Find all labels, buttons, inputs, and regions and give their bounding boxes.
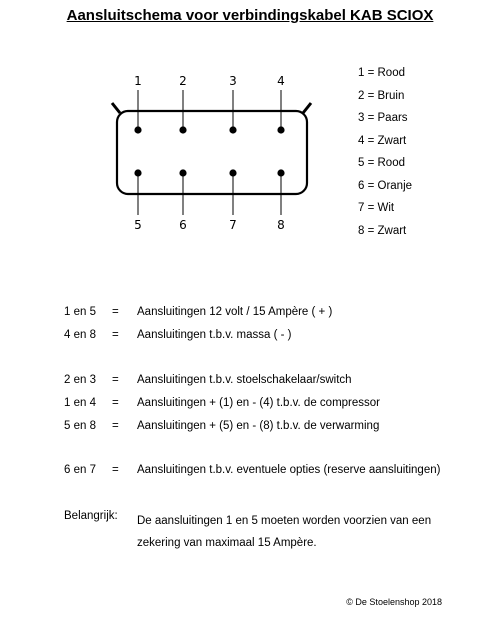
pin-contact xyxy=(229,126,236,133)
equals-sign: = xyxy=(112,464,119,476)
legend-item: 6 = Oranje xyxy=(358,179,413,192)
connector-latch-left xyxy=(112,103,120,113)
connection-row xyxy=(64,372,484,388)
connection-row xyxy=(64,395,484,411)
equals-sign: = xyxy=(112,306,119,318)
pin-number: 6 xyxy=(179,218,187,232)
legend-item: 4 = Zwart xyxy=(358,134,407,147)
connector-body xyxy=(117,111,307,194)
connection-pair: 4 en 8 xyxy=(64,329,96,341)
connection-description: Aansluitingen t.b.v. massa ( - ) xyxy=(137,329,292,341)
connection-pair: 1 en 4 xyxy=(64,397,96,409)
note-text: De aansluitingen 1 en 5 moeten worden voorzien van een zekering van maximaal 15 Ampère. xyxy=(137,515,432,549)
connection-description: Aansluitingen t.b.v. stoelschakelaar/switch xyxy=(137,374,352,386)
connector-latch-right xyxy=(303,103,311,113)
connection-description: Aansluitingen 12 volt / 15 Ampère ( + ) xyxy=(137,306,333,318)
pin-number: 2 xyxy=(179,74,187,88)
note-label: Belangrijk: xyxy=(64,510,118,522)
pin-number: 5 xyxy=(134,218,142,232)
connection-row xyxy=(64,327,484,343)
legend-item: 2 = Bruin xyxy=(358,89,405,102)
pin-number: 3 xyxy=(229,74,237,88)
connection-pair: 5 en 8 xyxy=(64,420,96,432)
connection-pair: 2 en 3 xyxy=(64,374,96,386)
connection-row xyxy=(64,462,484,478)
legend-item: 3 = Paars xyxy=(358,112,408,124)
copyright: © De Stoelenshop 2018 xyxy=(346,597,442,607)
connection-row xyxy=(64,304,484,320)
legend-item: 5 = Rood xyxy=(358,157,405,169)
legend-item: 8 = Zwart xyxy=(358,224,407,237)
equals-sign: = xyxy=(112,329,119,341)
connection-pair: 1 en 5 xyxy=(64,306,96,318)
pin-contact xyxy=(134,126,141,133)
connection-description: Aansluitingen + (5) en - (8) t.b.v. de verwarming xyxy=(137,420,380,432)
pin-number: 8 xyxy=(277,218,285,232)
connection-description: Aansluitingen + (1) en - (4) t.b.v. de compressor xyxy=(137,397,380,409)
color-legend xyxy=(358,66,412,246)
legend-item: 7 = Wit xyxy=(358,202,395,214)
pin-number: 1 xyxy=(134,74,142,88)
page-title: Aansluitschema voor verbindingskabel KAB SCIOX xyxy=(66,7,434,24)
equals-sign: = xyxy=(112,420,119,432)
legend-item: 1 = Rood xyxy=(358,67,405,79)
connection-pair: 6 en 7 xyxy=(64,464,96,476)
connection-row xyxy=(64,418,484,434)
equals-sign: = xyxy=(112,397,119,409)
pin-contact xyxy=(277,126,284,133)
pin-contact xyxy=(179,126,186,133)
equals-sign: = xyxy=(112,374,119,386)
pin-number: 4 xyxy=(277,74,285,88)
pin-number: 7 xyxy=(229,218,237,232)
connection-description: Aansluitingen t.b.v. eventuele opties (reserve aansluitingen) xyxy=(137,464,441,476)
